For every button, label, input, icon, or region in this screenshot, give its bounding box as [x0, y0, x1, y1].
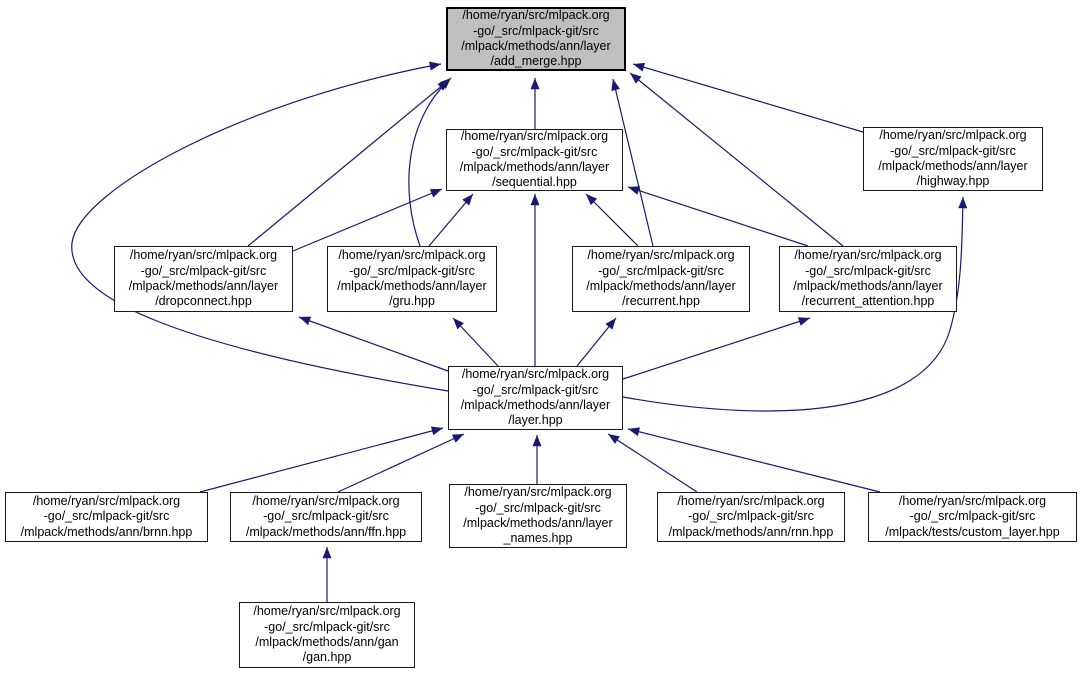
node-recurrent[interactable]	[572, 246, 750, 312]
node-layer-line-2: /mlpack/methods/ann/layer	[460, 398, 611, 412]
edge-layer-to-recurrent	[577, 318, 616, 366]
node-sequential-line-2: /mlpack/methods/ann/layer	[459, 160, 610, 174]
edge-layer-to-recurrent_attention	[623, 318, 810, 379]
node-rnn-line-2: /mlpack/methods/ann/rnn.hpp	[668, 524, 834, 539]
node-ffn[interactable]	[230, 492, 422, 542]
edge-layer-to-add_merge	[72, 64, 448, 391]
node-custom_layer-line-1: -go/_src/mlpack-git/src	[909, 509, 1036, 524]
node-layer-line-1: -go/_src/mlpack-git/src	[472, 382, 599, 397]
node-gan-line-1: -go/_src/mlpack-git/src	[264, 619, 390, 634]
node-brnn-line-2: /mlpack/methods/ann/brnn.hpp	[20, 524, 193, 539]
edge-highway-to-add_merge	[633, 64, 863, 132]
node-ffn-line-2: /mlpack/methods/ann/ffn.hpp	[245, 524, 407, 539]
node-layer_names-line-1: -go/_src/mlpack-git/src	[475, 500, 601, 515]
node-recurrent_attention[interactable]	[779, 246, 957, 312]
node-rnn[interactable]	[657, 492, 845, 542]
node-brnn-line-1: -go/_src/mlpack-git/src	[43, 509, 170, 524]
node-dropconnect-line-2: /mlpack/methods/ann/layer	[128, 279, 279, 293]
edge-custom_layer-to-layer	[628, 429, 880, 492]
edge-ffn-to-layer	[338, 434, 464, 492]
node-highway-line-0: /home/ryan/src/mlpack.org	[879, 128, 1027, 143]
node-recurrent_attention-line-2: /mlpack/methods/ann/layer	[793, 279, 943, 293]
node-gru[interactable]	[327, 246, 497, 312]
node-gan-line-3: /gan.hpp	[302, 650, 352, 665]
node-recurrent-line-1: -go/_src/mlpack-git/src	[598, 263, 724, 278]
node-add_merge-line-2: /mlpack/methods/ann/layer	[461, 39, 611, 53]
node-sequential-line-3: /sequential.hpp	[492, 175, 577, 190]
node-brnn[interactable]	[5, 492, 208, 542]
node-gan-line-0: /home/ryan/src/mlpack.org	[253, 604, 401, 619]
node-add_merge-line-1: -go/_src/mlpack-git/src	[473, 23, 599, 38]
edge-dropconnect-to-sequential	[293, 189, 442, 251]
node-sequential-line-0: /home/ryan/src/mlpack.org	[460, 129, 609, 144]
node-highway-line-1: -go/_src/mlpack-git/src	[890, 143, 1016, 158]
node-layer_names-line-2: /mlpack/methods/ann/layer	[463, 516, 613, 530]
node-layer-line-0: /home/ryan/src/mlpack.org	[461, 367, 610, 382]
node-recurrent_attention-line-0: /home/ryan/src/mlpack.org	[794, 248, 942, 263]
node-gru-line-3: /gru.hpp	[389, 294, 435, 309]
node-dropconnect-line-3: /dropconnect.hpp	[155, 294, 252, 309]
node-layer[interactable]	[448, 366, 623, 430]
node-gan[interactable]	[239, 602, 415, 668]
node-dropconnect-line-0: /home/ryan/src/mlpack.org	[129, 248, 278, 263]
edge-gru-to-add_merge	[409, 78, 451, 246]
edge-dropconnect-to-add_merge	[248, 80, 449, 246]
node-layer-line-3: /layer.hpp	[508, 413, 563, 428]
node-recurrent_attention-line-1: -go/_src/mlpack-git/src	[805, 263, 931, 278]
node-rnn-line-0: /home/ryan/src/mlpack.org	[677, 493, 825, 508]
node-custom_layer-line-2: /mlpack/tests/custom_layer.hpp	[885, 524, 1060, 539]
node-dropconnect[interactable]	[114, 246, 293, 312]
node-sequential[interactable]	[446, 129, 623, 191]
node-recurrent-line-0: /home/ryan/src/mlpack.org	[587, 248, 735, 263]
edge-recurrent-to-sequential	[586, 194, 638, 246]
node-dropconnect-line-1: -go/_src/mlpack-git/src	[140, 263, 267, 278]
node-recurrent-line-2: /mlpack/methods/ann/layer	[586, 279, 736, 293]
edge-layer-to-gru	[453, 318, 498, 366]
node-gru-line-1: -go/_src/mlpack-git/src	[349, 263, 475, 278]
node-layer_names-line-0: /home/ryan/src/mlpack.org	[464, 485, 612, 500]
node-custom_layer[interactable]	[868, 492, 1077, 542]
edge-gru-to-sequential	[429, 194, 473, 246]
node-add_merge-line-0: /home/ryan/src/mlpack.org	[462, 8, 610, 23]
edge-layer-to-dropconnect	[299, 317, 448, 371]
node-sequential-line-1: -go/_src/mlpack-git/src	[471, 144, 598, 159]
node-highway-line-2: /mlpack/methods/ann/layer	[878, 159, 1028, 173]
node-ffn-line-0: /home/ryan/src/mlpack.org	[252, 493, 400, 508]
node-add_merge[interactable]	[446, 7, 626, 71]
node-highway[interactable]	[863, 127, 1043, 191]
node-add_merge-line-3: /add_merge.hpp	[490, 54, 582, 69]
node-layer_names-line-3: _names.hpp	[503, 531, 573, 546]
node-gan-line-2: /mlpack/methods/ann/gan	[255, 635, 399, 649]
node-recurrent_attention-line-3: /recurrent_attention.hpp	[801, 294, 935, 309]
node-rnn-line-1: -go/_src/mlpack-git/src	[688, 509, 814, 524]
node-gru-line-0: /home/ryan/src/mlpack.org	[338, 248, 486, 263]
node-layer_names[interactable]	[449, 484, 627, 548]
edge-recurrent_attention-to-add_merge	[630, 73, 843, 246]
node-gru-line-2: /mlpack/methods/ann/layer	[337, 279, 487, 293]
node-brnn-line-0: /home/ryan/src/mlpack.org	[32, 493, 181, 508]
node-custom_layer-line-0: /home/ryan/src/mlpack.org	[898, 493, 1047, 508]
node-highway-line-3: /highway.hpp	[916, 174, 990, 189]
node-ffn-line-1: -go/_src/mlpack-git/src	[263, 509, 389, 524]
node-recurrent-line-3: /recurrent.hpp	[622, 294, 700, 309]
